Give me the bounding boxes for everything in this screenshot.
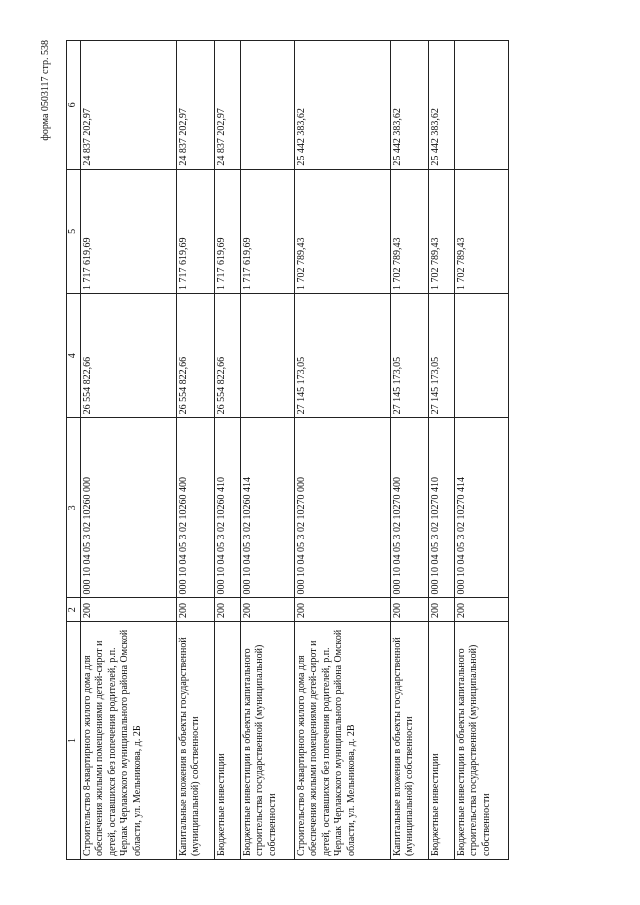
rotated-table-wrapper [66, 40, 490, 860]
row-name: Капитальные вложения в объекты государственной (муниципальной) собственности [176, 622, 214, 860]
row-line-code: 200 [294, 598, 390, 622]
row-approved: 27 145 173,05 [428, 294, 454, 418]
table-row [80, 41, 176, 860]
form-number-header: форма 0503117 стр. 538 [40, 40, 51, 141]
row-name: Капитальные вложения в объекты государственной (муниципальной) собственности [390, 622, 428, 860]
column-header-1: 1 [67, 622, 81, 860]
row-unexecuted [240, 41, 294, 170]
row-budget-code: 000 10 04 05 3 02 10260 400 [176, 418, 214, 598]
row-approved: 26 554 822,66 [176, 294, 214, 418]
row-approved: 26 554 822,66 [214, 294, 240, 418]
column-header-4: 4 [67, 294, 81, 418]
row-approved: 27 145 173,05 [294, 294, 390, 418]
row-unexecuted [454, 41, 508, 170]
row-approved: 26 554 822,66 [80, 294, 176, 418]
row-executed: 1 702 789,43 [390, 169, 428, 293]
column-header-6: 6 [67, 41, 81, 170]
row-unexecuted: 24 837 202,97 [80, 41, 176, 170]
row-executed: 1 717 619,69 [214, 169, 240, 293]
row-executed: 1 702 789,43 [428, 169, 454, 293]
column-number-row [67, 41, 81, 860]
table-row [390, 41, 428, 860]
column-header-3: 3 [67, 418, 81, 598]
row-executed: 1 717 619,69 [80, 169, 176, 293]
row-approved: 27 145 173,05 [390, 294, 428, 418]
row-executed: 1 702 789,43 [294, 169, 390, 293]
row-unexecuted: 24 837 202,97 [214, 41, 240, 170]
row-line-code: 200 [454, 598, 508, 622]
row-approved [240, 294, 294, 418]
row-name: Бюджетные инвестиции в объекты капитального строительства государственной (муниципальной) собственности [240, 622, 294, 860]
row-line-code: 200 [80, 598, 176, 622]
budget-execution-table [66, 40, 509, 860]
row-budget-code: 000 10 04 05 3 02 10270 400 [390, 418, 428, 598]
row-budget-code: 000 10 04 05 3 02 10270 414 [454, 418, 508, 598]
row-name: Строительство 8-квартирного жилого дома для обеспечения жилыми помещениями детей-сирот и детей, оставшихся без попечения родителей, р.п. Черлак Черлакского муниципального района Омской области, ул. Мельникова, д. 2В [294, 622, 390, 860]
row-approved [454, 294, 508, 418]
row-unexecuted: 25 442 383,62 [428, 41, 454, 170]
row-name: Бюджетные инвестиции [428, 622, 454, 860]
row-line-code: 200 [214, 598, 240, 622]
row-unexecuted: 25 442 383,62 [390, 41, 428, 170]
row-unexecuted: 25 442 383,62 [294, 41, 390, 170]
row-line-code: 200 [390, 598, 428, 622]
row-line-code: 200 [240, 598, 294, 622]
table-row [240, 41, 294, 860]
row-executed: 1 717 619,69 [176, 169, 214, 293]
row-name: Бюджетные инвестиции в объекты капитального строительства государственной (муниципальной) собственности [454, 622, 508, 860]
row-budget-code: 000 10 04 05 3 02 10260 414 [240, 418, 294, 598]
row-name: Строительство 8-квартирного жилого дома для обеспечения жилыми помещениями детей-сирот и детей, оставшихся без попечения родителей, р.п. Черлак Черлакского муниципального района Омской области, ул. Мельникова, д. 2Б [80, 622, 176, 860]
table-row [454, 41, 508, 860]
table-row [294, 41, 390, 860]
row-budget-code: 000 10 04 05 3 02 10260 000 [80, 418, 176, 598]
table-row [214, 41, 240, 860]
row-line-code: 200 [428, 598, 454, 622]
row-budget-code: 000 10 04 05 3 02 10270 410 [428, 418, 454, 598]
row-executed: 1 717 619,69 [240, 169, 294, 293]
row-budget-code: 000 10 04 05 3 02 10270 000 [294, 418, 390, 598]
column-header-5: 5 [67, 169, 81, 293]
row-unexecuted: 24 837 202,97 [176, 41, 214, 170]
row-executed: 1 702 789,43 [454, 169, 508, 293]
table-row [428, 41, 454, 860]
row-name: Бюджетные инвестиции [214, 622, 240, 860]
table-row [176, 41, 214, 860]
row-line-code: 200 [176, 598, 214, 622]
column-header-2: 2 [67, 598, 81, 622]
row-budget-code: 000 10 04 05 3 02 10260 410 [214, 418, 240, 598]
